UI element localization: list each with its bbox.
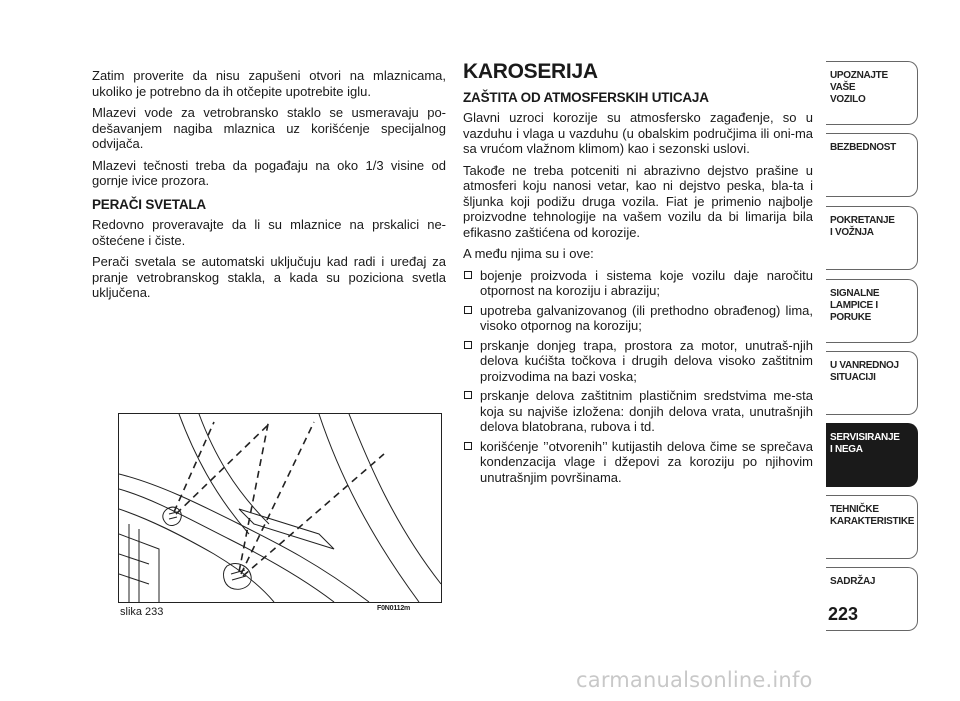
figure-washer-jets <box>118 413 442 603</box>
chapter-tab-label: POKRETANJE I VOŽNJA <box>830 215 895 238</box>
paragraph: Perači svetala se automatski uključuju kad radi i uređaj za pranje vetrobranskog stakla, a kada su poziciona svetla uključena. <box>92 254 446 300</box>
bullet-list <box>463 268 813 486</box>
chapter-tab-5[interactable] <box>826 351 918 415</box>
figure-caption: slika 233 <box>120 606 164 618</box>
chapter-tab-3[interactable] <box>826 206 918 270</box>
left-paragraphs-2 <box>92 217 446 301</box>
checkbox-bullet-icon <box>464 341 472 349</box>
page-title: KAROSERIJA <box>463 60 598 83</box>
list-item-text: bojenje proizvoda i sistema koje vozilu daje naročitu otpornost na koroziju i abraziju; <box>480 267 813 298</box>
washer-illustration <box>119 414 441 602</box>
checkbox-bullet-icon <box>464 271 472 279</box>
paragraph: Glavni uzroci korozije su atmosfersko zagađenje, so u vazduhu i vlaga u vazduhu (u obalskim područjima ili oni-ma sa vrućom vlažnom klimom) kao i sezonski uslovi. <box>463 110 813 156</box>
paragraph: Zatim proverite da nisu zapušeni otvori na mlaznicama, ukoliko je potrebno da ih otčepite upotrebite iglu. <box>92 68 446 99</box>
paragraph: Takođe ne treba potceniti ni abrazivno dejstvo prašine u atmosferi koju nanosi vetar, kao ni dejstvo peska, bla-ta i šljunka koji podižu druga vozila. Fiat je primenio najbolje proizvodne tehnologije na vašem vozilu da bi limarija bila efikasno zaštićena od korozije. <box>463 162 813 240</box>
paragraph: Redovno proveravajte da li su mlaznice na prskalici ne-oštećene i čiste. <box>92 217 446 248</box>
chapter-tab-7[interactable] <box>826 495 918 559</box>
checkbox-bullet-icon <box>464 391 472 399</box>
checkbox-bullet-icon <box>464 442 472 450</box>
watermark: carmanualsonline.info <box>576 668 813 692</box>
list-item <box>463 388 813 435</box>
paragraph: A među njima su i ove: <box>463 246 594 261</box>
list-item <box>463 338 813 385</box>
paragraph: Mlazevi vode za vetrobransko staklo se usmeravaju po-dešavanjem nagiba mlaznica uz korišćenje specijalnog odvijača. <box>92 105 446 151</box>
chapter-tab-label: U VANREDNOJ SITUACIJI <box>830 360 899 383</box>
chapter-tab-6[interactable] <box>826 423 918 487</box>
checkbox-bullet-icon <box>464 306 472 314</box>
chapter-tab-label: SADRŽAJ <box>830 576 876 587</box>
paragraph: Mlazevi tečnosti treba da pogađaju na oko 1/3 visine od gornje ivice prozora. <box>92 157 446 188</box>
list-item-text: korišćenje ’’otvorenih’’ kutijastih delova čime se sprečava kondenzacija vlage i džepovi za koroziju po njihovim unutrašnjim površinama. <box>480 438 813 485</box>
section-heading-headlight-washers: PERAČI SVETALA <box>92 196 206 212</box>
list-item <box>463 268 813 299</box>
left-column <box>92 68 446 307</box>
right-column <box>463 60 813 489</box>
list-item <box>463 303 813 334</box>
left-paragraphs-1 <box>92 68 446 189</box>
list-item-text: upotreba galvanizovanog (ili prethodno obrađenog) lima, visoko otpornog na koroziju; <box>480 302 813 333</box>
list-item <box>463 439 813 486</box>
list-item-text: prskanje delova zaštitnim plastičnim sredstvima me-sta koja su najviše izložena: donjih delova vrata, unutrašnjih delova blatobrana, rubova i td. <box>480 388 813 434</box>
chapter-tab-label: SIGNALNE LAMPICE I PORUKE <box>830 288 880 323</box>
page-number: 223 <box>828 604 859 624</box>
chapter-tab-2[interactable] <box>826 133 918 197</box>
chapter-tab-label: UPOZNAJTE VAŠE VOZILO <box>830 70 888 105</box>
list-item-text: prskanje donjeg trapa, prostora za motor, unutraš-njih delova kućišta točkova i drugih delova visoko zaštitnim proizvodima na bazi voska; <box>480 337 813 384</box>
figure-code: F0N0112m <box>377 605 411 612</box>
chapter-tab-4[interactable] <box>826 279 918 343</box>
chapter-tab-1[interactable] <box>826 61 918 125</box>
section-heading-corrosion: ZAŠTITA OD ATMOSFERSKIH UTICAJA <box>463 89 709 105</box>
chapter-tab-label: TEHNIČKE KARAKTERISTIKE <box>830 504 915 527</box>
chapter-tab-label: SERVISIRANJE I NEGA <box>830 432 900 455</box>
chapter-tab-label: BEZBEDNOST <box>830 142 896 153</box>
right-paragraphs <box>463 110 813 262</box>
